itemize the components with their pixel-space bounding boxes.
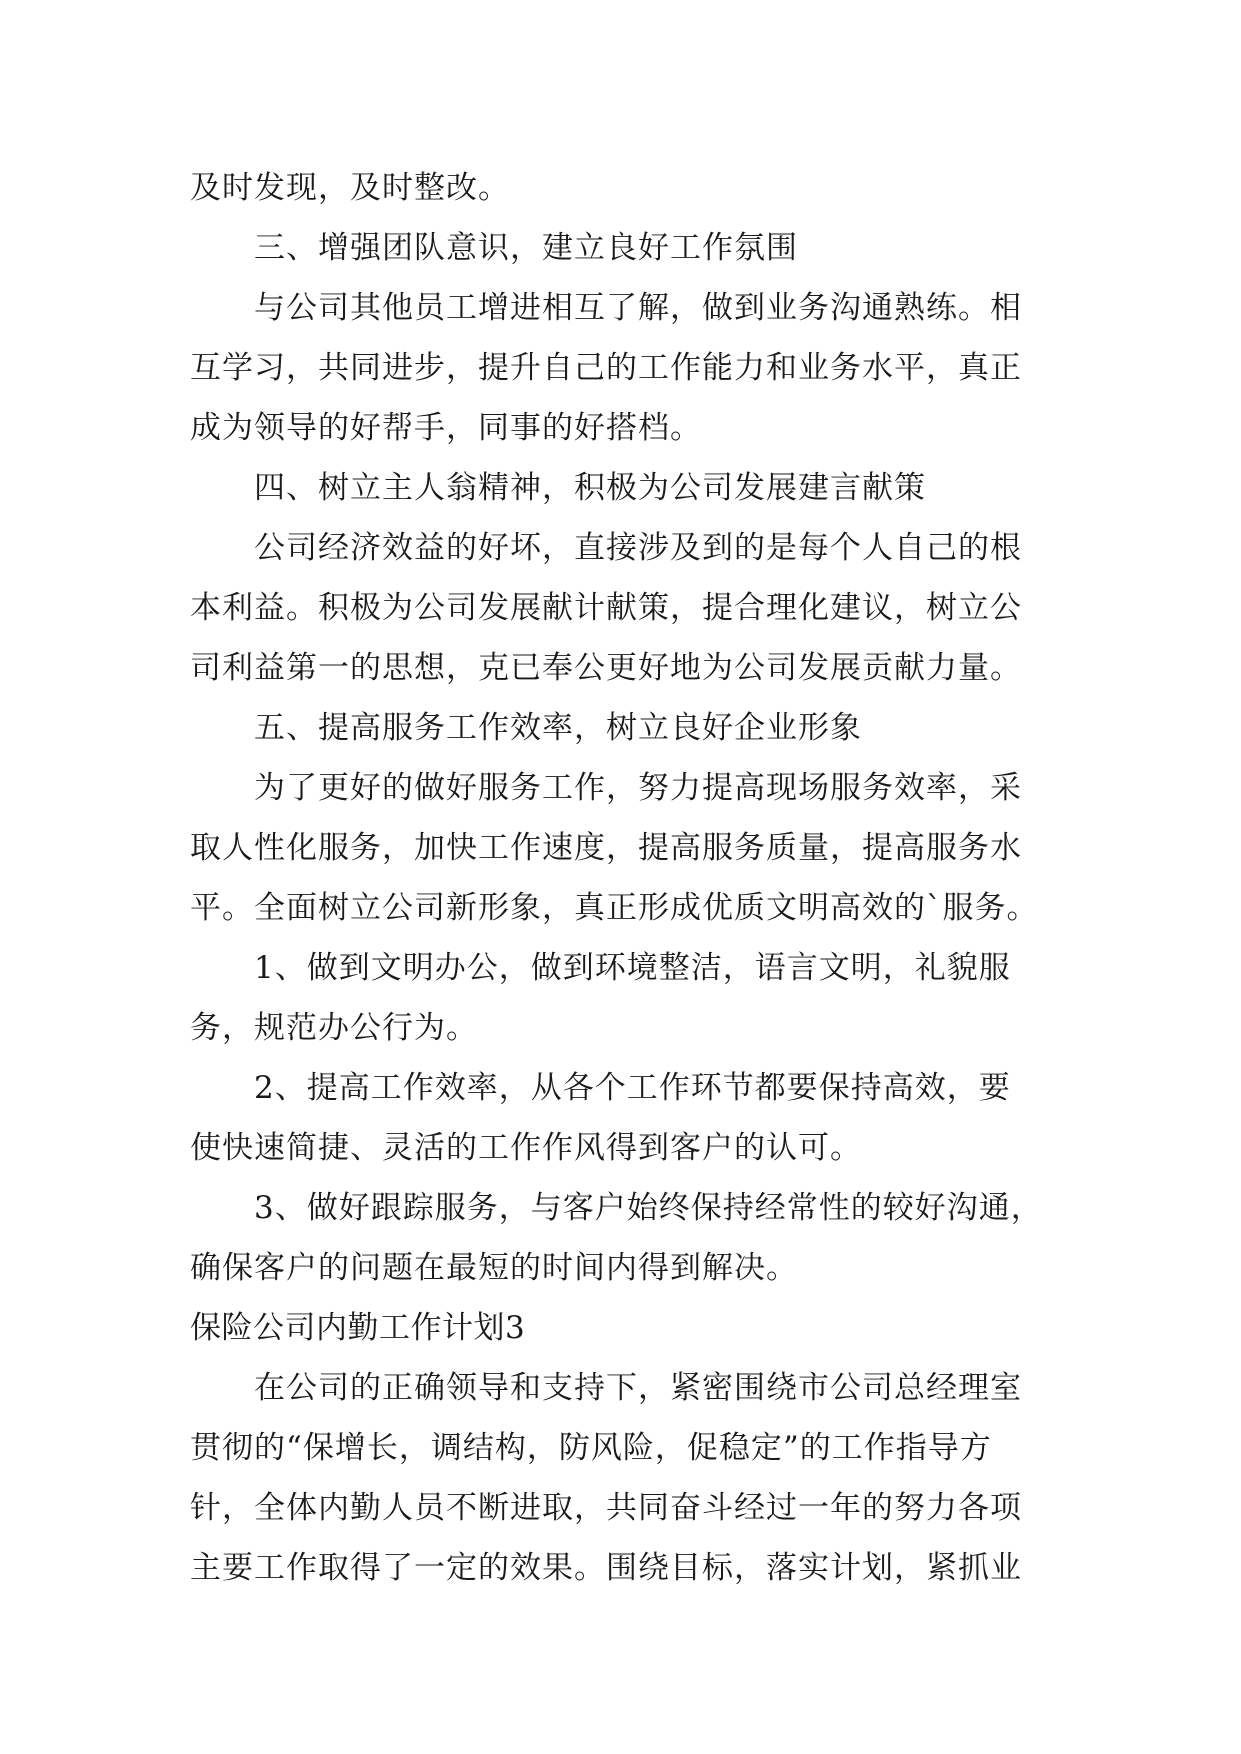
list-item: 1、做到文明办公，做到环境整洁，语言文明，礼貌服 bbox=[254, 950, 1011, 986]
text-line: 为了更好的做好服务工作，努力提高现场服务效率，采 bbox=[254, 770, 1022, 806]
text-line: 与公司其他员工增进相互了解，做到业务沟通熟练。相 bbox=[254, 290, 1022, 326]
text-line: 贯彻的“保增长，调结构，防风险，促稳定”的工作指导方 bbox=[190, 1430, 992, 1466]
text-line: 平。全面树立公司新形象，真正形成优质文明高效的`服务。 bbox=[190, 890, 1039, 926]
text-line: 及时发现，及时整改。 bbox=[190, 170, 510, 206]
text-line: 成为领导的好帮手，同事的好搭档。 bbox=[190, 410, 702, 446]
section-heading: 三、增强团队意识，建立良好工作氛围 bbox=[254, 230, 798, 266]
document-title: 保险公司内勤工作计划3 bbox=[190, 1310, 526, 1346]
text-line: 务，规范办公行为。 bbox=[190, 1010, 478, 1046]
list-item: 2、提高工作效率，从各个工作环节都要保持高效，要 bbox=[254, 1070, 1011, 1106]
text-line: 互学习，共同进步，提升自己的工作能力和业务水平，真正 bbox=[190, 350, 1022, 386]
section-heading: 四、树立主人翁精神，积极为公司发展建言献策 bbox=[254, 470, 926, 506]
text-line: 公司经济效益的好坏，直接涉及到的是每个人自己的根 bbox=[254, 530, 1022, 566]
text-line: 确保客户的问题在最短的时间内得到解决。 bbox=[190, 1250, 798, 1286]
text-line: 针，全体内勤人员不断进取，共同奋斗经过一年的努力各项 bbox=[190, 1490, 1022, 1526]
list-item: 3、做好跟踪服务，与客户始终保持经常性的较好沟通， bbox=[254, 1190, 1043, 1226]
text-line: 使快速简捷、灵活的工作作风得到客户的认可。 bbox=[190, 1130, 862, 1166]
text-line: 在公司的正确领导和支持下，紧密围绕市公司总经理室 bbox=[254, 1370, 1022, 1406]
text-line: 本利益。积极为公司发展献计献策，提合理化建议，树立公 bbox=[190, 590, 1022, 626]
text-line: 司利益第一的思想，克已奉公更好地为公司发展贡献力量。 bbox=[190, 650, 1022, 686]
text-line: 主要工作取得了一定的效果。围绕目标，落实计划，紧抓业 bbox=[190, 1550, 1022, 1586]
section-heading: 五、提高服务工作效率，树立良好企业形象 bbox=[254, 710, 862, 746]
text-line: 取人性化服务，加快工作速度，提高服务质量，提高服务水 bbox=[190, 830, 1022, 866]
document-body bbox=[190, 158, 1058, 1598]
